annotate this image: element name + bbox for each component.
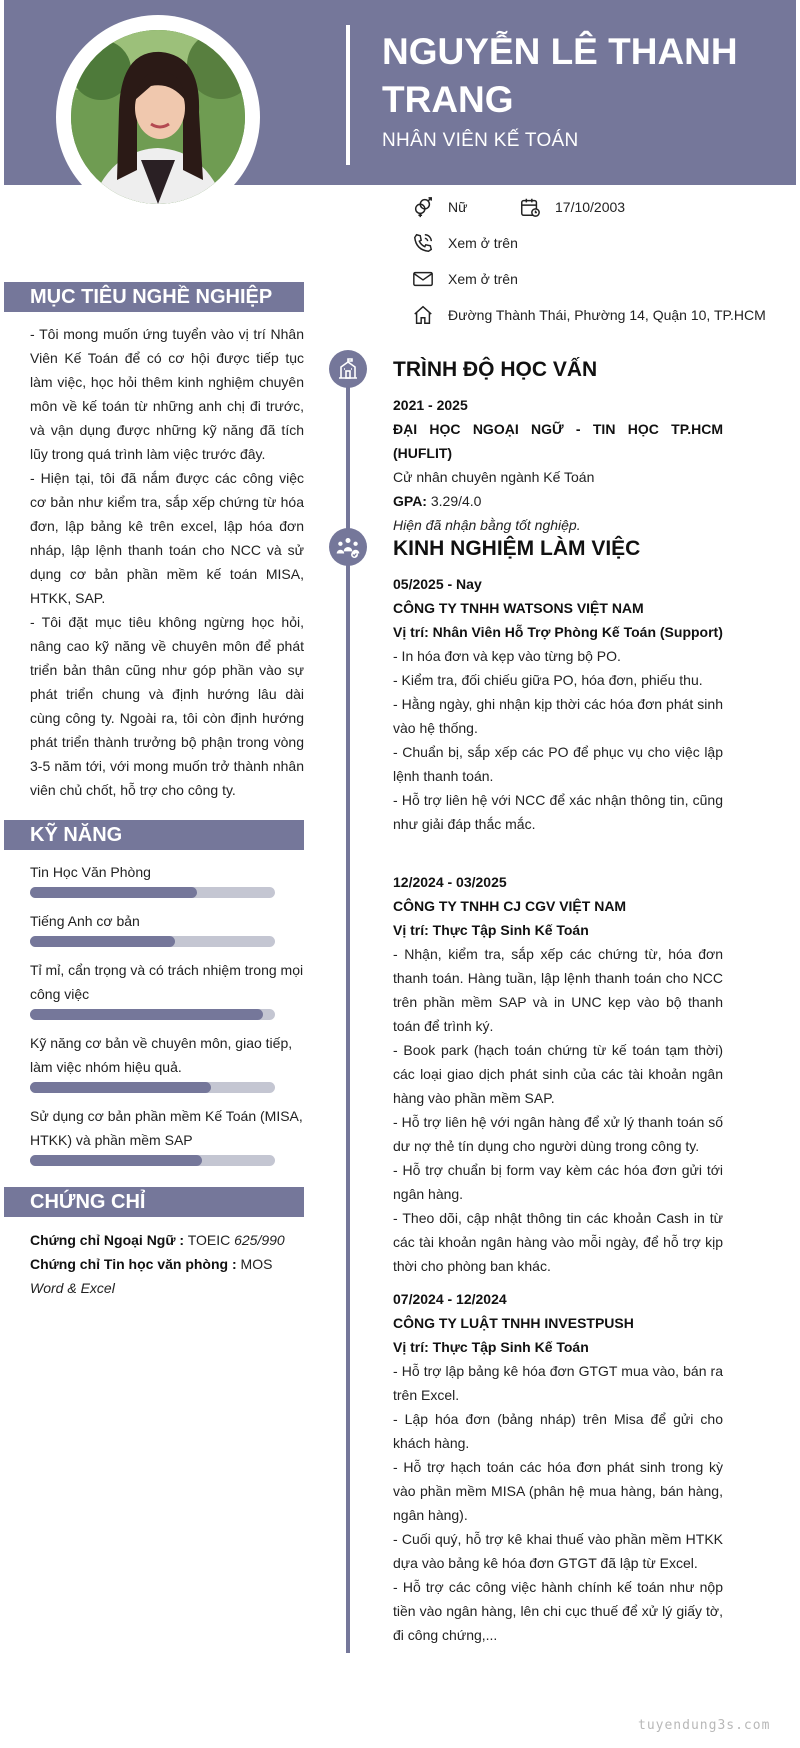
contact-gender (412, 196, 467, 218)
job-task: - Lập hóa đơn (bảng nháp) trên Misa để gửi cho khách hàng. (393, 1411, 723, 1451)
education-school: ĐẠI HỌC NGOẠI NGỮ - TIN HỌC TP.HCM (HUFLIT) (393, 421, 723, 461)
skill-bar-fill (30, 936, 175, 947)
job-task: - Hỗ trợ liên hệ với NCC để xác nhận thông tin, cũng như giải đáp thắc mắc. (393, 792, 723, 832)
job-entry (393, 870, 723, 1278)
avatar (71, 30, 245, 204)
phone-value: Xem ở trên (448, 235, 518, 251)
gpa-label: GPA: (393, 493, 427, 509)
job-task: - Nhận, kiểm tra, sắp xếp các chứng từ, hóa đơn thanh toán. Hàng tuần, lập lệnh thanh toán cho NCC trên phần mềm SAP và in UNC kẹp vào bộ thanh toán để trình ký. (393, 946, 723, 1034)
job-task: - Hỗ trợ chuẩn bị form vay kèm các hóa đơn gửi tới ngân hàng. (393, 1162, 723, 1202)
job-task: - Kiểm tra, đối chiếu giữa PO, hóa đơn, phiếu thu. (393, 672, 703, 688)
education-period: 2021 - 2025 (393, 397, 468, 413)
job-task: - Chuẩn bị, sắp xếp các PO để phục vụ cho việc lập lệnh thanh toán. (393, 744, 723, 784)
certificate-label: Chứng chỉ Ngoại Ngữ : (30, 1232, 185, 1248)
education-block (393, 393, 723, 537)
job-task: - Hỗ trợ liên hệ với ngân hàng để xử lý thanh toán số dư nợ thẻ tín dụng cho người dùng trong công ty. (393, 1114, 723, 1154)
envelope-icon (412, 268, 434, 290)
job-position: Vị trí: Thực Tập Sinh Kế Toán (393, 922, 589, 938)
education-icon (329, 350, 367, 388)
job-position: Vị trí: Thực Tập Sinh Kế Toán (393, 1339, 589, 1355)
certificate-value: MOS (240, 1256, 273, 1272)
certificates-list (30, 1228, 304, 1300)
gender-icon (412, 196, 434, 218)
email-value: Xem ở trên (448, 271, 518, 287)
skill-bar (30, 1082, 275, 1093)
home-icon (412, 304, 434, 326)
certificate-item (30, 1228, 304, 1252)
certificate-label: Chứng chỉ Tin học văn phòng : (30, 1256, 237, 1272)
contact-phone (412, 232, 518, 254)
skill-bar-fill (30, 1009, 263, 1020)
skill-bar-fill (30, 887, 197, 898)
candidate-name: NGUYỄN LÊ THANH TRANG (382, 31, 738, 120)
job-task: - Book park (hạch toán chứng từ kế toán tạm thời) các loại giao dịch phát sinh của các tài khoản ngân hàng vào phần mềm SAP. (393, 1042, 723, 1106)
skill-label: Tỉ mỉ, cẩn trọng và có trách nhiệm trong mọi công việc (30, 962, 304, 1002)
skill-bar (30, 887, 275, 898)
objective-paragraph: - Tôi mong muốn ứng tuyển vào vị trí Nhân Viên Kế Toán để có cơ hội được tiếp tục làm việc, học hỏi thêm kinh nghiệm chuyên môn về kế toán từ những anh chị đi trước, và vận dụng được những kỹ năng đã tích lũy trong quá trình làm việc trước đây. (30, 326, 304, 462)
job-company: CÔNG TY TNHH WATSONS VIỆT NAM (393, 600, 644, 616)
contact-birthday (519, 196, 625, 218)
address-value: Đường Thành Thái, Phường 14, Quận 10, TP.HCM (448, 307, 766, 323)
job-period: 12/2024 - 03/2025 (393, 874, 507, 890)
skill-bar (30, 936, 275, 947)
objective-paragraph: - Hiện tại, tôi đã nắm được các công việc cơ bản như kiểm tra, sắp xếp chứng từ hóa đơn, lập bảng kê trên excel, lập hóa đơn nháp, lập lệnh thanh toán cho NCC và sử dụng cơ bản phần mềm kế toán MISA, HTKK, SAP. (30, 470, 304, 606)
education-heading: TRÌNH ĐỘ HỌC VẤN (393, 358, 598, 381)
education-gpa (393, 489, 723, 513)
skill-bar-fill (30, 1082, 211, 1093)
skill-label: Tin Học Văn Phòng (30, 864, 151, 880)
contact-email (412, 268, 518, 290)
calendar-icon (519, 196, 541, 218)
objective-heading: MỤC TIÊU NGHỀ NGHIỆP (4, 282, 304, 312)
job-period: 07/2024 - 12/2024 (393, 1291, 507, 1307)
job-task: - Hỗ trợ lập bảng kê hóa đơn GTGT mua vào, bán ra trên Excel. (393, 1363, 723, 1403)
experience-heading: KINH NGHIỆM LÀM VIỆC (393, 537, 641, 560)
gender-value: Nữ (448, 199, 468, 215)
watermark: tuyendung3s.com (638, 1718, 771, 1733)
job-task: - Hỗ trợ các công việc hành chính kế toán như nộp tiền vào ngân hàng, lên chi cục thuế để xử lý giấy tờ, đi công chứng,... (393, 1579, 723, 1643)
job-entry (393, 572, 723, 836)
certificate-detail: Word & Excel (30, 1280, 115, 1296)
job-position: Vị trí: Nhân Viên Hỗ Trợ Phòng Kế Toán (Support) (393, 624, 723, 640)
job-entry (393, 1287, 723, 1647)
skills-heading: KỸ NĂNG (4, 820, 304, 850)
skill-bar (30, 1155, 275, 1166)
certificate-item (30, 1252, 304, 1300)
education-note: Hiện đã nhận bằng tốt nghiệp. (393, 517, 581, 533)
contact-address (412, 304, 766, 326)
skill-label: Sử dụng cơ bản phần mềm Kế Toán (MISA, HTKK) và phần mềm SAP (30, 1108, 303, 1148)
certificates-heading: CHỨNG CHỈ (4, 1187, 304, 1217)
job-company: CÔNG TY TNHH CJ CGV VIỆT NAM (393, 898, 627, 914)
job-period: 05/2025 - Nay (393, 576, 482, 592)
objective-text (30, 322, 304, 802)
certificate-value: TOEIC (187, 1232, 231, 1248)
education-degree: Cử nhân chuyên ngành Kế Toán (393, 469, 595, 485)
candidate-title: NHÂN VIÊN KẾ TOÁN (382, 130, 579, 151)
gpa-value: 3.29/4.0 (430, 493, 482, 509)
job-company: CÔNG TY LUẬT TNHH INVESTPUSH (393, 1315, 634, 1331)
job-task: - Cuối quý, hỗ trợ kê khai thuế vào phần mềm HTKK dựa vào bảng kê hóa đơn GTGT đã lập từ Excel. (393, 1531, 723, 1571)
skill-bar (30, 1009, 275, 1020)
skill-label: Tiếng Anh cơ bản (30, 913, 140, 929)
job-task: - Theo dõi, cập nhật thông tin các khoản Cash in từ các tài khoản ngân hàng vào mỗi ngày, để hỗ trợ kịp thời cho phòng ban khác. (393, 1210, 723, 1274)
objective-paragraph: - Tôi đặt mục tiêu không ngừng học hỏi, nâng cao kỹ năng về chuyên môn để phát triển bản thân cũng như góp phần vào sự phát triển chung và định hướng lâu dài cùng công ty. Ngoài ra, tôi còn định hướng phát triển thành trưởng bộ phận trong vòng 3-5 năm tới, với mong muốn trở thành nhân viên chủ chốt, hỗ trợ cho công ty. (30, 614, 304, 798)
skill-label: Kỹ năng cơ bản về chuyên môn, giao tiếp, làm việc nhóm hiệu quả. (30, 1035, 293, 1075)
phone-icon (412, 232, 434, 254)
job-task: - In hóa đơn và kẹp vào từng bộ PO. (393, 648, 621, 664)
header-divider (346, 25, 350, 165)
team-icon (329, 528, 367, 566)
skill-bar-fill (30, 1155, 202, 1166)
certificate-detail: 625/990 (234, 1232, 285, 1248)
job-task: - Hằng ngày, ghi nhận kịp thời các hóa đơn phát sinh vào hệ thống. (393, 696, 723, 736)
birthday-value: 17/10/2003 (555, 199, 626, 215)
job-task: - Hỗ trợ hạch toán các hóa đơn phát sinh trong kỳ vào phần mềm MISA (phân hệ mua hàng, bán hàng, ngân hàng). (393, 1459, 723, 1523)
